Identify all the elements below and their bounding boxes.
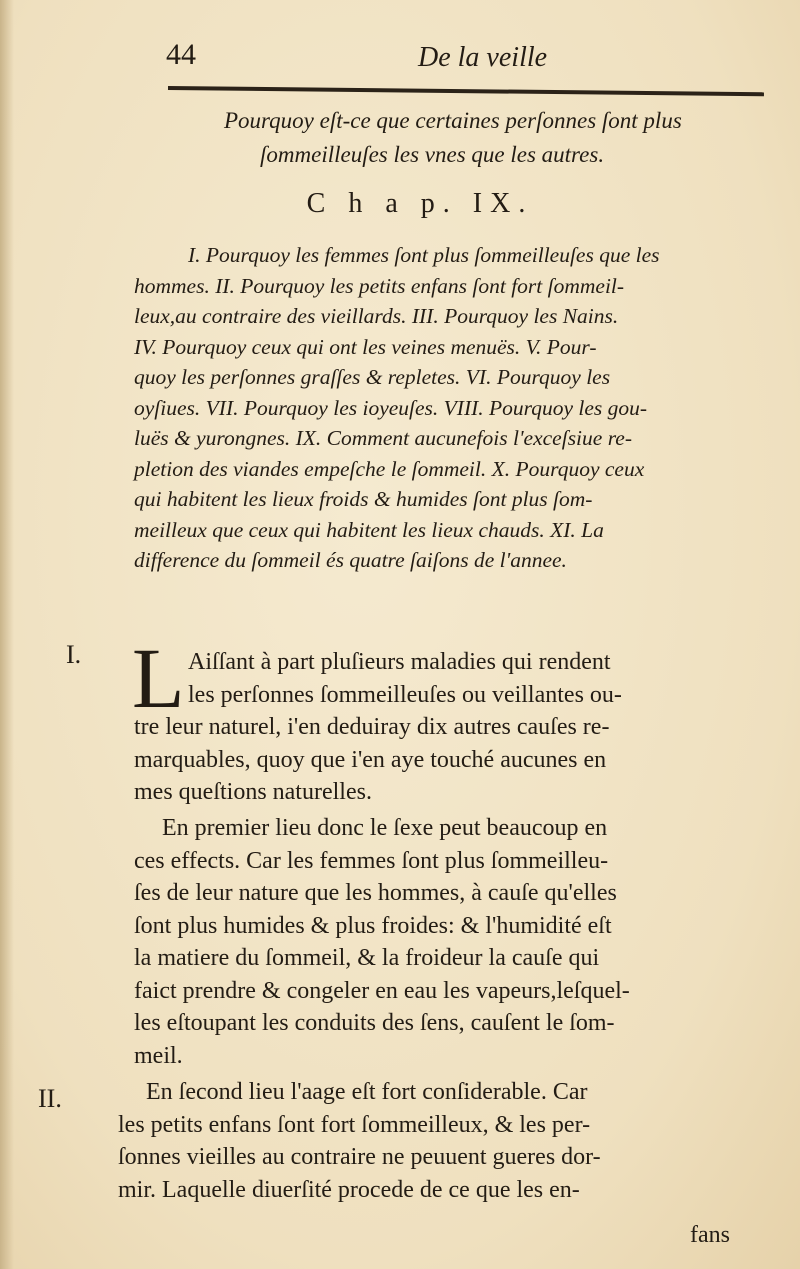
- summary-line: oyſiues. VII. Pourquoy les ioyeuſes. VIII. Pourquoy les gou-: [134, 395, 648, 420]
- summary-line: difference du ſommeil és quatre ſaiſons de l'annee.: [134, 548, 567, 572]
- paragraph-2: [134, 812, 744, 1072]
- text-line: En ſecond lieu l'aage eſt fort conſiderable. Car: [146, 1079, 588, 1105]
- text-line: ces effects. Car les femmes ſont plus ſommeilleu-: [134, 847, 609, 874]
- text-line: meil.: [134, 1042, 183, 1069]
- text-line: Aiſſant à part pluſieurs maladies qui rendent: [188, 649, 611, 675]
- chapter-summary: [134, 240, 764, 576]
- summary-line: IV. Pourquoy ceux qui ont les veines menuës. V. Pour-: [134, 334, 597, 359]
- paragraph-3: [118, 1076, 748, 1206]
- chapter-title: [196, 104, 756, 172]
- text-line: les petits enfans ſont fort ſommeilleux, & les per-: [118, 1111, 591, 1138]
- text-line: mir. Laquelle diuerſité procede de ce que les en-: [118, 1176, 580, 1203]
- catchword: fans: [690, 1222, 730, 1248]
- summary-line: pletion des viandes empeſche le ſommeil. X. Pourquoy ceux: [134, 456, 645, 481]
- summary-line: quoy les perſonnes graſſes & repletes. VI. Pourquoy les: [134, 365, 611, 389]
- text-line: la matiere du ſommeil, & la froideur la cauſe qui: [134, 945, 600, 971]
- summary-line: meilleux que ceux qui habitent les lieux chauds. XI. La: [134, 517, 604, 542]
- text-line: les perſonnes ſommeilleuſes ou veillantes ou-: [188, 681, 622, 708]
- summary-line: qui habitent les lieux froids & humides ſont plus ſom-: [134, 487, 593, 511]
- text-line: ſes de leur nature que les hommes, à cauſe qu'elles: [134, 880, 617, 906]
- summary-line: luës & yurongnes. IX. Comment aucunefois l'exceſsiue re-: [134, 426, 632, 450]
- page-number: 44: [166, 38, 196, 71]
- chapter-title-line: ſommeilleuſes les vnes que les autres.: [260, 142, 605, 167]
- text-line: En premier lieu donc le ſexe peut beaucoup en: [162, 815, 608, 841]
- text-line: tre leur naturel, i'en deduiray dix autres cauſes re-: [134, 714, 610, 740]
- text-line: les eſtoupant les conduits des ſens, cauſent le ſom-: [134, 1010, 615, 1036]
- chapter-heading: C h a p. IX.: [306, 188, 534, 219]
- summary-line: hommes. II. Pourquoy les petits enfans ſont fort ſommeil-: [134, 273, 625, 298]
- paragraph-1: [134, 646, 744, 809]
- text-line: ſonnes vieilles au contraire ne peuuent gueres dor-: [118, 1144, 601, 1170]
- running-title: De la veille: [418, 42, 548, 73]
- text-line: marquables, quoy que i'en aye touché aucunes en: [134, 746, 607, 773]
- summary-line: leux,au contraire des vieillards. III. Pourquoy les Nains.: [134, 304, 619, 328]
- margin-marker: I.: [66, 640, 82, 669]
- text-line: faict prendre & congeler en eau les vapeurs,leſquel-: [134, 977, 630, 1004]
- text-line: ſont plus humides & plus froides: & l'humidité eſt: [134, 912, 612, 939]
- margin-marker: II.: [38, 1084, 62, 1113]
- drop-cap: L: [132, 630, 185, 726]
- summary-line: I. Pourquoy les femmes ſont plus ſommeilleuſes que les: [188, 243, 660, 267]
- header-rule: [168, 86, 764, 96]
- text-line: mes queſtions naturelles.: [134, 779, 372, 805]
- chapter-title-line: Pourquoy eſt-ce que certaines perſonnes ſont plus: [224, 108, 682, 133]
